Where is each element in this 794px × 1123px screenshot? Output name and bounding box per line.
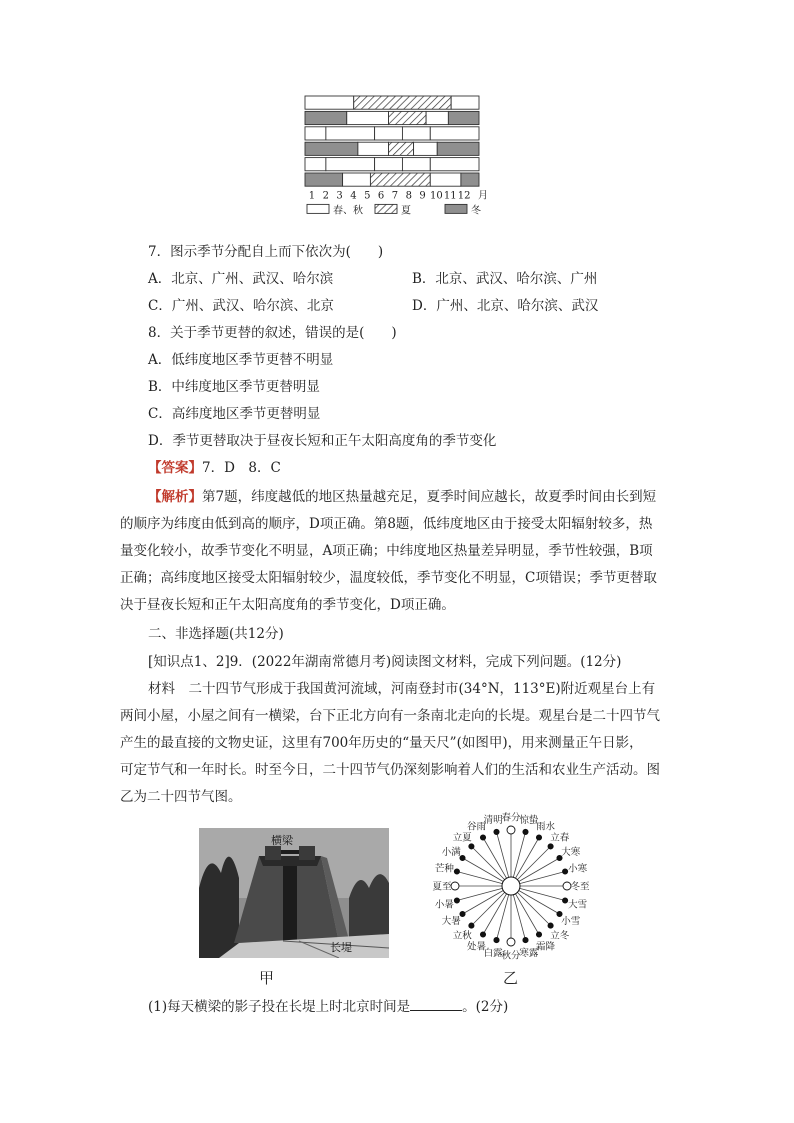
analysis-tag: 【解析】 [148,489,202,505]
q9-material-2: 两间小屋，小屋之间有一横梁，台下正北方向有一条南北走向的长堤。观星台是二十四节气 [120,708,660,724]
term-label: 小暑 [434,899,454,911]
month-tick-label: 2 [322,190,329,202]
observatory-photo [199,828,389,958]
legend-swatch [445,204,467,213]
legend-label: 夏 [401,205,411,217]
season-segment [326,127,375,140]
term-dot [469,923,474,928]
season-segment [305,158,326,171]
season-segment [354,96,451,109]
month-tick-label: 12 [457,190,471,202]
term-dot [451,882,459,890]
term-label: 大雪 [568,899,588,911]
answer [148,458,281,478]
month-tick-label: 8 [405,190,412,202]
wheel-hub [502,877,520,895]
answer-text: 7．D 8．C [202,460,281,476]
season-segment [430,173,461,186]
legend-swatch [307,204,329,213]
season-segment [426,111,448,124]
answer-blank[interactable] [410,996,462,1011]
season-segment [430,158,479,171]
season-segment [358,142,389,155]
beam-label: 横梁 [271,834,293,847]
season-segment [347,111,389,124]
term-spoke [471,892,504,925]
season-segment [389,111,427,124]
month-tick-label: 11 [443,190,457,202]
season-segment [343,173,371,186]
term-dot [454,898,459,903]
season-segment [451,96,479,109]
analysis-line-4: 正确；高纬度地区接受太阳辐射较少，温度较低，季节变化不明显，C项错误；季节更替取 [120,570,657,586]
month-tick-label: 6 [377,190,385,202]
term-spoke [520,888,565,900]
term-spoke [513,895,525,940]
term-label: 雨水 [535,821,556,833]
q8-option-b[interactable]: B．中纬度地区季节更替明显 [148,379,320,395]
q7-option-b[interactable]: B．北京、武汉、哈尔滨、广州 [412,271,598,287]
season-segment [326,158,375,171]
analysis-line-1: 【解析】第7题，纬度越低的地区热量越充足，夏季时间应越长，故夏季时间由长到短 [148,489,657,505]
term-label: 芒种 [434,863,454,875]
term-dot [507,938,515,946]
season-segment [305,111,347,124]
q8-option-d[interactable]: D．季节更替取决于昼夜长短和正午太阳高度角的季节变化 [148,433,497,449]
term-label: 大暑 [441,916,461,927]
month-tick-label: 1 [308,190,316,202]
term-dot [536,932,541,937]
season-segment [305,142,358,155]
analysis-line-5: 决于昼夜长短和正午太阳高度角的季节变化，D项正确。 [120,597,455,613]
legend-label: 春、秋 [333,205,363,217]
q9-material-4: 可定节气和一年时长。时至今日，二十四节气仍深刻影响着人们的生活和农业生产活动。图 [120,762,660,778]
term-label: 霜降 [535,941,556,953]
season-segment [375,158,403,171]
term-dot [548,923,553,928]
term-dot [469,844,474,849]
term-label: 小寒 [568,863,588,875]
term-label: 清明 [483,814,503,826]
photo-caption: 甲 [259,969,275,987]
term-dot [507,826,515,834]
term-dot [480,932,485,937]
month-tick-label: 4 [350,190,357,202]
term-label: 夏至 [432,881,452,893]
term-label: 小雪 [561,916,581,927]
term-dot [562,869,567,874]
q9-heading: [知识点1、2]9．(2022年湖南常德月考)阅读图文材料，完成下列问题。(12分) [148,654,622,670]
term-spoke [457,888,502,900]
term-label: 冬至 [570,881,590,893]
season-segment [402,127,430,140]
season-segment [437,142,479,155]
q8-stem: 8．关于季节更替的叙述，错误的是( ) [148,325,397,341]
solar-terms-diagram [425,812,595,964]
term-label: 小满 [441,847,461,858]
term-label: 惊蛰 [519,814,539,826]
season-segment [402,158,430,171]
term-label: 秋分 [501,950,521,962]
month-tick-label: 7 [391,190,399,202]
q7-option-c[interactable]: C．广州、武汉、哈尔滨、北京 [148,298,334,314]
term-label: 春分 [501,812,521,824]
term-dot [494,937,499,942]
month-tick-label: 10 [430,190,443,202]
term-label: 立冬 [550,930,570,942]
term-spoke [513,832,525,877]
term-dot [562,898,567,903]
term-label: 谷雨 [466,821,487,833]
term-label: 立春 [550,832,570,844]
season-segment [305,127,326,140]
term-label: 寒露 [519,948,539,960]
q7-option-a[interactable]: A．北京、广州、武汉、哈尔滨 [148,271,334,287]
q7-stem: 7．图示季节分配自上而下依次为( ) [148,244,384,260]
month-tick-label: 9 [419,190,426,202]
term-dot [523,937,528,942]
q8-option-a[interactable]: A．低纬度地区季节更替不明显 [148,352,334,368]
q9-1: (1)每天横梁的影子投在长堤上时北京时间是 。(2分) [148,996,508,1017]
analysis-line-2: 的顺序为纬度由低到高的顺序，D项正确。第8题，低纬度地区由于接受太阳辐射较多，热 [120,516,653,532]
season-segment [461,173,479,186]
term-label: 立秋 [452,930,472,942]
legend-swatch [375,204,397,213]
term-spoke [497,832,509,877]
q7-option-d[interactable]: D．广州、北京、哈尔滨、武汉 [412,298,599,314]
season-segment [375,127,403,140]
analysis-line-3: 量变化较小，故季节变化不明显，A项正确；中纬度地区热量差异明显，季节性较强，B项 [120,543,653,559]
season-segment [305,96,354,109]
q9-material-1: 材料 二十四节气形成于我国黄河流域，河南登封市(34°N，113°E)附近观星台上有 [148,681,656,697]
q9-material-5: 乙为二十四节气图。 [120,789,242,805]
term-label: 立夏 [452,832,472,844]
month-tick-label: 5 [364,190,371,202]
season-segment [430,127,479,140]
season-segment [389,142,414,155]
season-chart [295,90,505,240]
term-spoke [517,892,550,925]
legend-label: 冬 [471,205,481,217]
month-unit-label: 月 [478,190,488,202]
answer-tag: 【答案】 [148,460,202,476]
term-label: 白露 [483,948,503,960]
term-spoke [497,895,509,940]
section-title: 二、非选择题(共12分) [148,626,284,642]
term-dot [494,829,499,834]
term-dot [548,844,553,849]
q8-option-c[interactable]: C．高纬度地区季节更替明显 [148,406,321,422]
term-dot [523,829,528,834]
term-spoke [457,872,502,884]
terms-caption: 乙 [503,969,519,987]
term-label: 大寒 [561,847,581,858]
q9-material-3: 产生的最直接的文物史证，这里有700年历史的“量天尺”(如图甲)，用来测量正午日影， [120,735,643,751]
dike-label: 长堤 [330,941,352,954]
season-segment [370,173,430,186]
month-tick-label: 3 [336,190,343,202]
term-spoke [517,846,550,879]
season-segment [448,111,479,124]
term-label: 处暑 [466,941,487,953]
season-segment [414,142,438,155]
season-segment [305,173,343,186]
term-spoke [471,846,504,879]
term-dot [480,835,485,840]
term-spoke [520,872,565,884]
term-dot [536,835,541,840]
term-dot [454,869,459,874]
